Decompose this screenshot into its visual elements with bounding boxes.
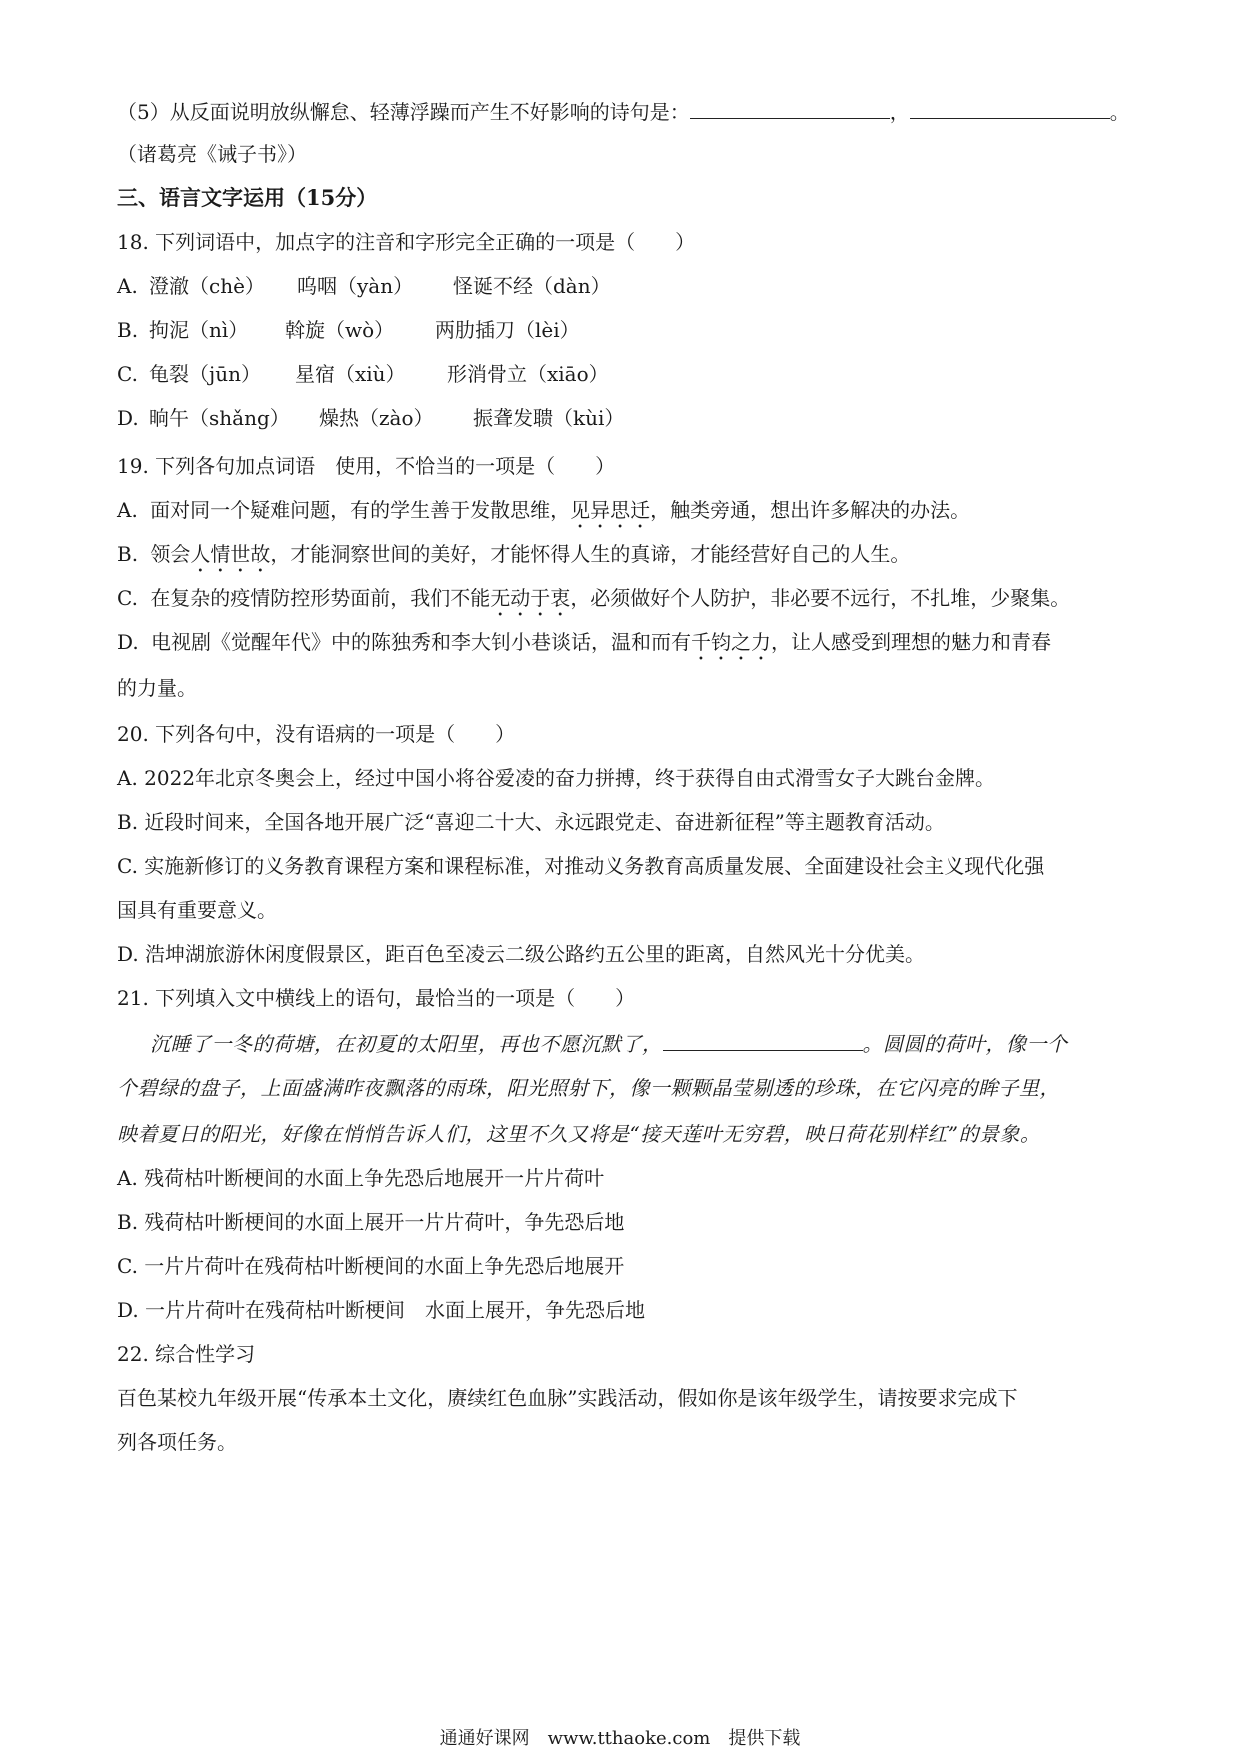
option-word-2: 星宿（xiù） bbox=[295, 362, 406, 386]
option-letter: A. bbox=[117, 274, 138, 298]
answer-blank-2[interactable] bbox=[910, 96, 1110, 119]
option-letter: A. bbox=[117, 498, 138, 522]
comma: ， bbox=[889, 100, 910, 124]
q21-option-c[interactable]: C. 一片片荷叶在残荷枯叶断梗间的水面上争先恐后地展开 bbox=[117, 1254, 625, 1278]
q19-option-a[interactable] bbox=[117, 496, 970, 533]
q19-stem: 19. 下列各句加点词语 使用，不恰当的一项是（ ） bbox=[117, 454, 616, 478]
option-text: 电视剧《觉醒年代》中的陈独秀和李大钊小巷谈话，温和而有 bbox=[151, 630, 692, 654]
passage-blank[interactable] bbox=[663, 1028, 863, 1051]
dotted-word: 千钧之力 bbox=[691, 630, 772, 654]
option-letter: D. bbox=[117, 406, 139, 430]
q17-5-text: （5）从反面说明放纵懈怠、轻薄浮躁而产生不好影响的诗句是： bbox=[117, 100, 690, 124]
option-text: 在复杂的疫情防控形势面前，我们不能 bbox=[150, 586, 491, 610]
passage-text: 沉睡了一冬的荷塘，在初夏的太阳里，再也不愿沉默了， bbox=[150, 1032, 663, 1056]
q19-option-d[interactable] bbox=[117, 628, 1051, 665]
option-text: ，触类旁通，想出许多解决的办法。 bbox=[650, 498, 971, 522]
q18-option-d[interactable] bbox=[117, 404, 625, 432]
option-text: ，必须做好个人防护，非必要不远行，不扎堆，少聚集。 bbox=[570, 586, 1071, 610]
q19-option-b[interactable] bbox=[117, 540, 910, 577]
q21-passage-line-1 bbox=[150, 1028, 1068, 1058]
option-letter: D. bbox=[117, 630, 139, 654]
q19-option-c[interactable] bbox=[117, 584, 1070, 621]
section-title: 三、语言文字运用（15分） bbox=[117, 185, 378, 210]
q19-option-d-cont: 的力量。 bbox=[117, 676, 197, 700]
option-letter: B. bbox=[117, 542, 139, 566]
option-word-1: 澄澈（chè） bbox=[149, 274, 265, 298]
q21-passage-line-2: 个碧绿的盘子，上面盛满昨夜飘落的雨珠，阳光照射下，像一颗颗晶莹剔透的珍珠，在它闪亮的眸子里， bbox=[117, 1076, 1060, 1100]
q20-option-c-cont: 国具有重要意义。 bbox=[117, 898, 277, 922]
q22-intro-line-2: 列各项任务。 bbox=[117, 1430, 237, 1454]
option-text: ，让人感受到理想的魅力和青春 bbox=[771, 630, 1052, 654]
q21-option-b[interactable]: B. 残荷枯叶断梗间的水面上展开一片片荷叶，争先恐后地 bbox=[117, 1210, 625, 1234]
period: 。 bbox=[1109, 100, 1130, 124]
option-word-2: 斡旋（wò） bbox=[285, 318, 395, 342]
footer-watermark: 通通好课网 www.tthaoke.com 提供下载 bbox=[439, 1728, 801, 1749]
option-word-3: 怪诞不经（dàn） bbox=[453, 274, 611, 298]
q17-5-source: （诸葛亮《诫子书》） bbox=[117, 142, 307, 166]
q21-stem: 21. 下列填入文中横线上的语句，最恰当的一项是（ ） bbox=[117, 986, 636, 1010]
dotted-word: 无动于衷 bbox=[490, 586, 571, 610]
q22-title: 22. 综合性学习 bbox=[117, 1342, 256, 1366]
q21-option-d[interactable]: D. 一片片荷叶在残荷枯叶断梗间 水面上展开，争先恐后地 bbox=[117, 1298, 646, 1322]
q22-intro-line-1: 百色某校九年级开展“传承本土文化，赓续红色血脉”实践活动，假如你是该年级学生，请按要求完成下 bbox=[117, 1386, 1018, 1410]
q20-option-b[interactable]: B. 近段时间来，全国各地开展广泛“喜迎二十大、永远跟党走、奋进新征程”等主题教育活动。 bbox=[117, 810, 945, 834]
option-letter: C. bbox=[117, 362, 138, 386]
q18-stem: 18. 下列词语中，加点字的注音和字形完全正确的一项是（ ） bbox=[117, 230, 696, 254]
option-word-2: 燥热（zào） bbox=[319, 406, 434, 430]
dotted-word: 人情世故 bbox=[190, 542, 271, 566]
option-letter: B. bbox=[117, 318, 139, 342]
option-word-1: 龟裂（jūn） bbox=[149, 362, 261, 386]
option-word-2: 呜咽（yàn） bbox=[297, 274, 414, 298]
option-text: 面对同一个疑难问题，有的学生善于发散思维， bbox=[150, 498, 571, 522]
option-word-1: 拘泥（nì） bbox=[149, 318, 249, 342]
option-text: ，才能洞察世间的美好，才能怀得人生的真谛，才能经营好自己的人生。 bbox=[270, 542, 911, 566]
q21-passage-line-3: 映着夏日的阳光，好像在悄悄告诉人们，这里不久又将是“接天莲叶无穷碧，映日荷花别样红”的景象。 bbox=[117, 1122, 1041, 1146]
q18-option-b[interactable] bbox=[117, 316, 580, 344]
option-text: 领会 bbox=[150, 542, 191, 566]
q20-option-d[interactable]: D. 浩坤湖旅游休闲度假景区，距百色至凌云二级公路约五公里的距离，自然风光十分优美。 bbox=[117, 942, 926, 966]
q20-option-c[interactable]: C. 实施新修订的义务教育课程方案和课程标准，对推动义务教育高质量发展、全面建设社会主义现代化强 bbox=[117, 854, 1045, 878]
q21-option-a[interactable]: A. 残荷枯叶断梗间的水面上争先恐后地展开一片片荷叶 bbox=[117, 1166, 605, 1190]
passage-text: 。圆圆的荷叶，像一个 bbox=[862, 1032, 1068, 1056]
option-letter: C. bbox=[117, 586, 138, 610]
dotted-word: 见异思迁 bbox=[570, 498, 651, 522]
answer-blank-1[interactable] bbox=[690, 96, 890, 119]
q18-option-c[interactable] bbox=[117, 360, 609, 388]
q20-option-a[interactable]: A. 2022年北京冬奥会上，经过中国小将谷爱凌的奋力拼搏，终于获得自由式滑雪女子大跳台金牌。 bbox=[117, 766, 996, 790]
option-word-3: 振聋发聩（kùi） bbox=[473, 406, 625, 430]
q18-option-a[interactable] bbox=[117, 272, 611, 300]
q17-5-line bbox=[117, 96, 1130, 126]
option-word-1: 晌午（shǎng） bbox=[149, 406, 290, 430]
q20-stem: 20. 下列各句中，没有语病的一项是（ ） bbox=[117, 722, 516, 746]
option-word-3: 形消骨立（xiāo） bbox=[447, 362, 609, 386]
option-word-3: 两肋插刀（lèi） bbox=[435, 318, 580, 342]
